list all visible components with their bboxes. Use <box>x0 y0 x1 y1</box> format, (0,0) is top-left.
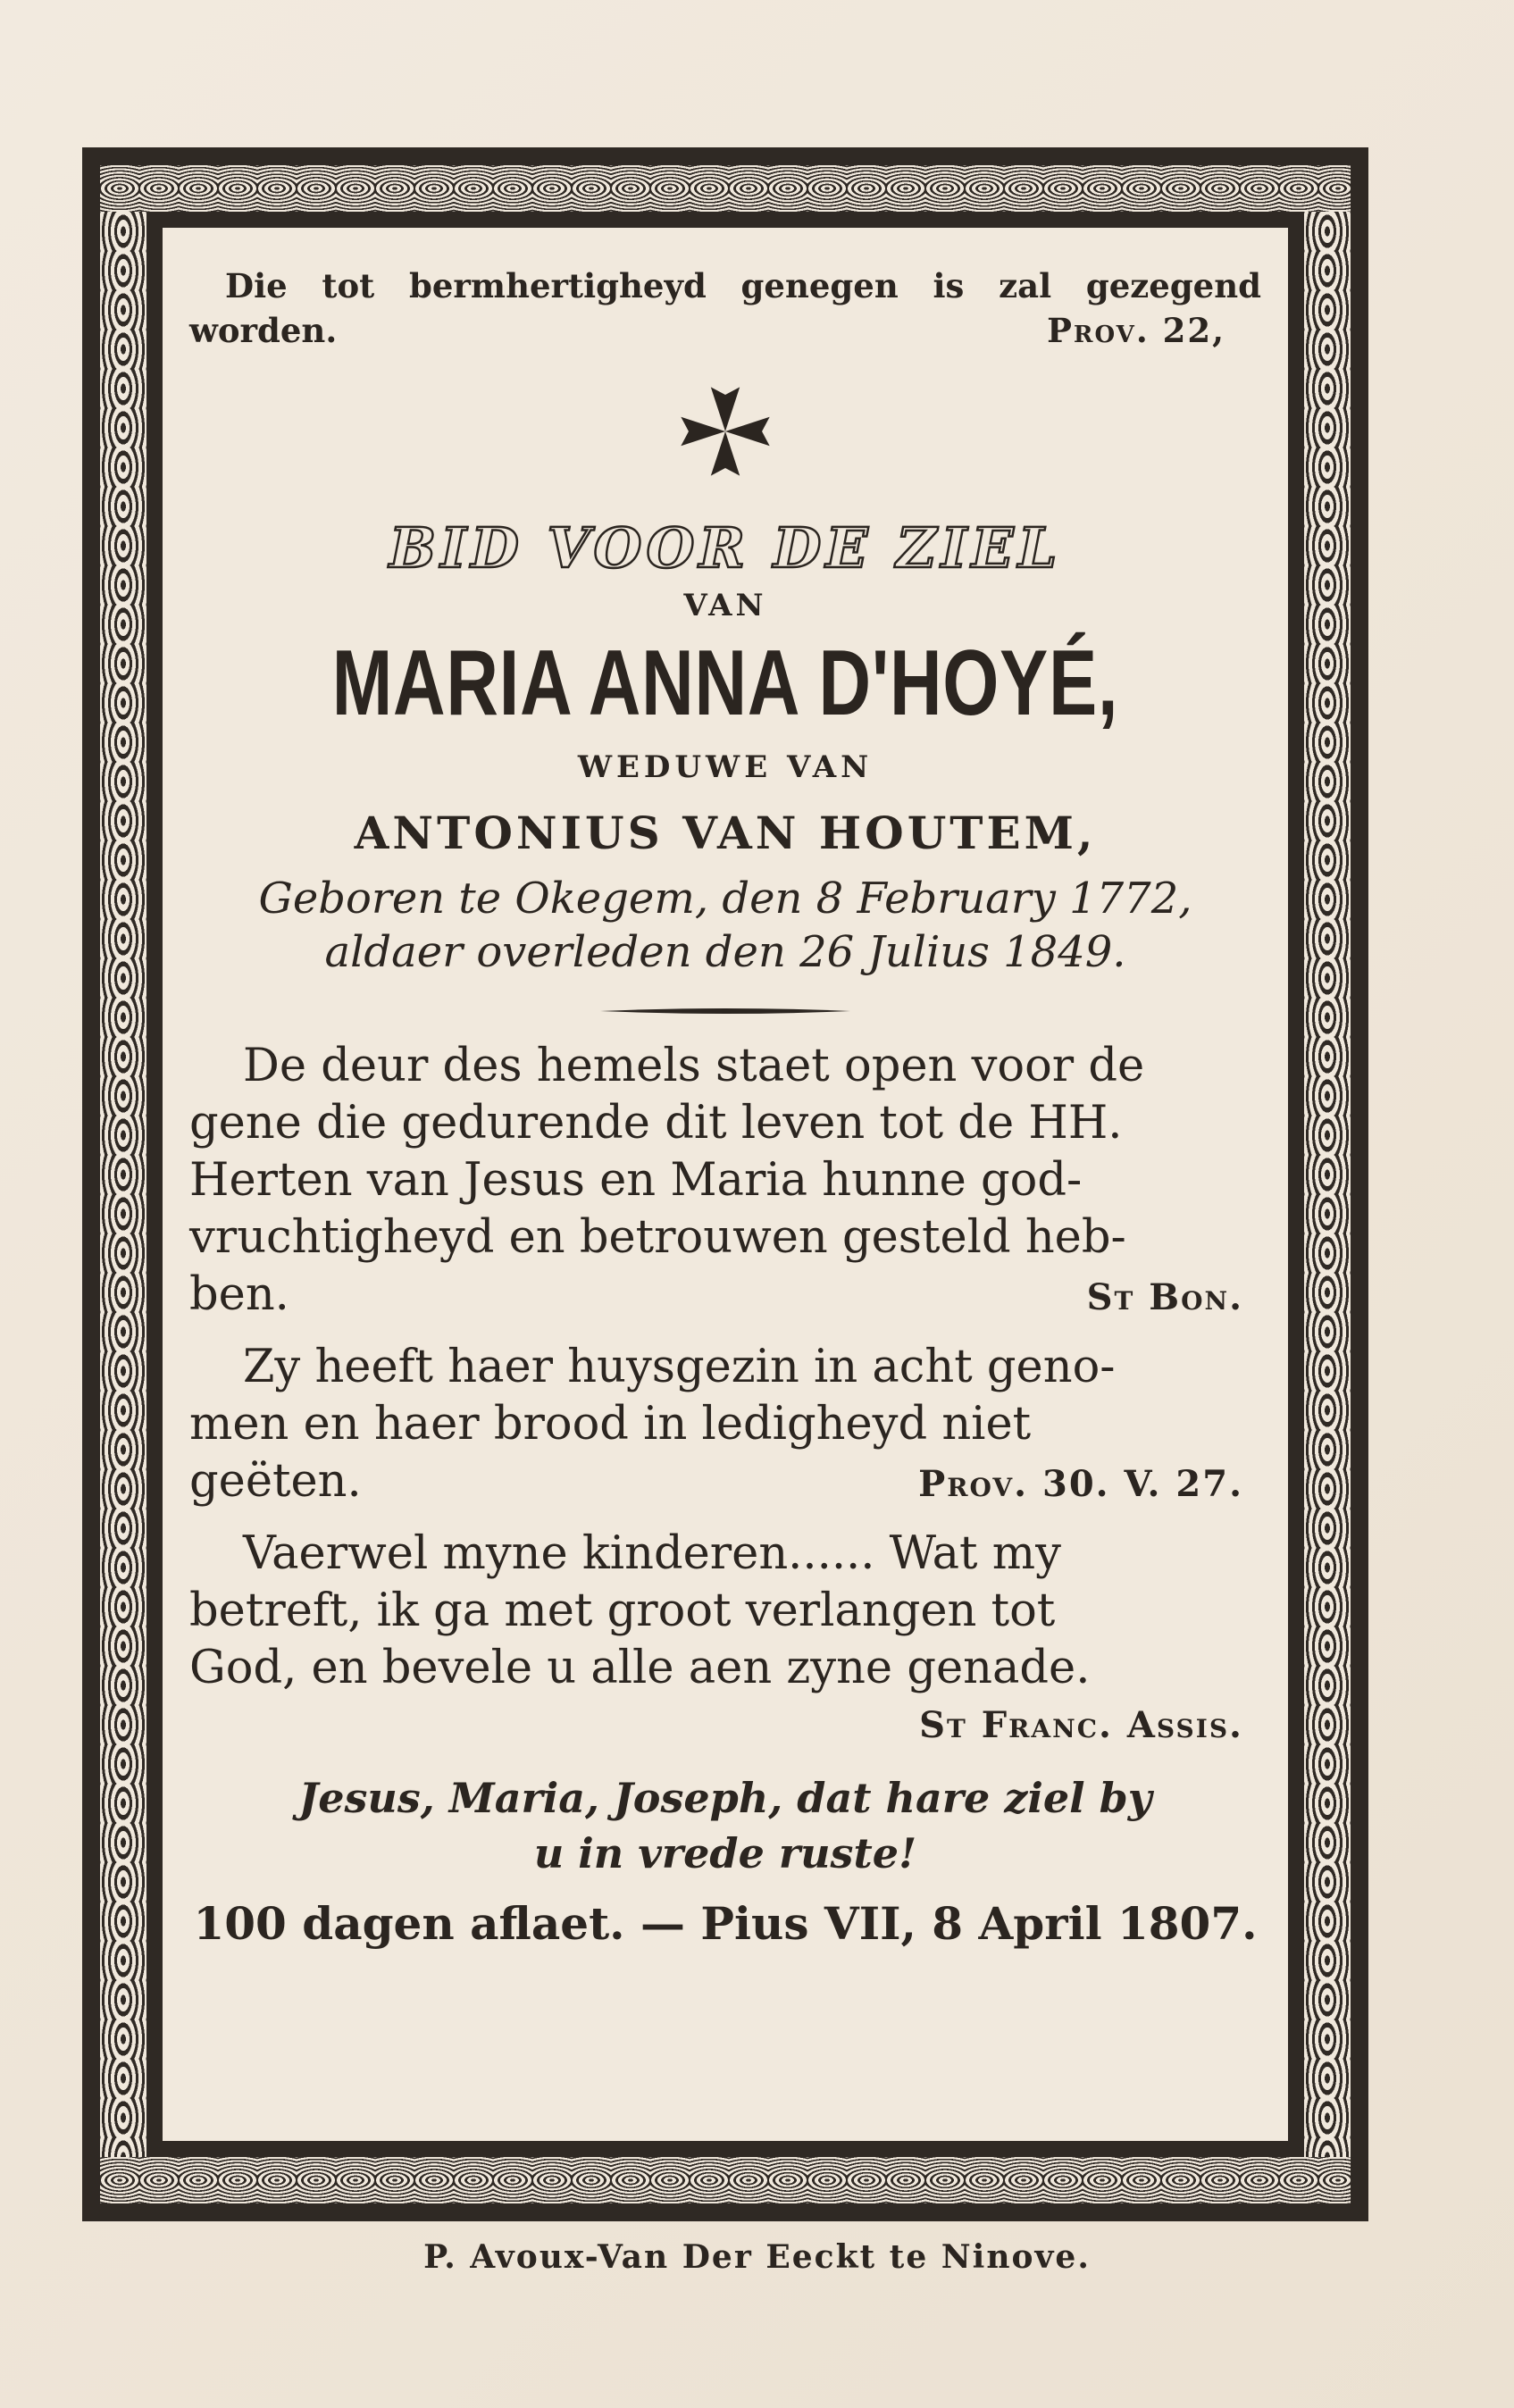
deceased-name: MARIA ANNA D'HOYÉ, <box>331 631 1119 735</box>
indulgence-note: 100 dagen aflaet. — Pius VII, 8 April 1807. <box>193 1897 1258 1950</box>
border-band-right <box>1304 212 1351 2157</box>
prayer-line-2: u in vrede ruste! <box>533 1829 917 1877</box>
epigraph-line-2: worden. <box>189 311 338 350</box>
death-line: aldaer overleden den 26 Julius 1849. <box>324 927 1126 977</box>
quote-1-attribution: St Bon. <box>1086 1276 1243 1318</box>
quote-2-line-3: geëten. <box>189 1455 362 1508</box>
quote-3-line-3: God, en bevele u alle aen zyne genade. <box>189 1642 1091 1694</box>
quote-3-line-1: Vaerwel myne kinderen...... Wat my <box>243 1527 1061 1580</box>
widow-of-label: WEDUWE VAN <box>577 749 874 785</box>
printer-imprint: P. Avoux-Van Der Eeckt te Ninove. <box>423 2238 1091 2276</box>
cross-pattee-icon <box>677 383 774 480</box>
prayer-line-1: Jesus, Maria, Joseph, dat hare ziel by <box>298 1774 1152 1822</box>
border-band-bottom <box>100 2157 1351 2203</box>
quote-1-line-3: Herten van Jesus en Maria hunne god- <box>189 1154 1083 1207</box>
quote-1-line-5: ben. <box>189 1268 289 1321</box>
quote-st-francis <box>189 1526 1261 1754</box>
quote-2-line-1: Zy heeft haer huysgezin in acht geno- <box>243 1341 1116 1393</box>
border-band-left <box>100 212 146 2157</box>
closing-prayer <box>189 1770 1261 1881</box>
card-body <box>159 224 1292 2145</box>
epigraph-source: Prov. 22, <box>1047 311 1225 350</box>
ornamental-border <box>82 147 1368 2221</box>
heading-van: VAN <box>683 588 767 623</box>
birth-death-info <box>189 872 1261 979</box>
quote-st-bonaventura <box>189 1038 1261 1326</box>
quote-1-line-1: De deur des hemels staet open voor de <box>243 1040 1145 1092</box>
quote-proverbs <box>189 1339 1261 1513</box>
quote-1-line-2: gene die gedurende dit leven tot de HH. <box>189 1097 1123 1150</box>
quote-1-line-4: vruchtigheyd en betrouwen gesteld heb- <box>189 1211 1126 1264</box>
epigraph <box>189 263 1261 353</box>
border-band-top <box>100 165 1351 212</box>
quote-2-line-2: men en haer brood in ledigheyd niet <box>189 1398 1032 1451</box>
quote-3-line-2: betreft, ik ga met groot verlangen tot <box>189 1584 1056 1637</box>
birth-line: Geboren te Okegem, den 8 February 1772, <box>258 874 1192 924</box>
heading-bid-voor-de-ziel: BID VOOR DE ZIEL <box>389 515 1062 581</box>
quote-3-attribution: St Franc. Assis. <box>919 1704 1243 1746</box>
quote-2-attribution: Prov. 30. V. 27. <box>918 1463 1243 1505</box>
ornamental-rule-icon <box>600 1006 850 1016</box>
epigraph-line-1: Die tot bermhertigheyd genegen is zal gezegend <box>225 266 1261 305</box>
husband-name: ANTONIUS VAN HOUTEM, <box>354 807 1097 859</box>
